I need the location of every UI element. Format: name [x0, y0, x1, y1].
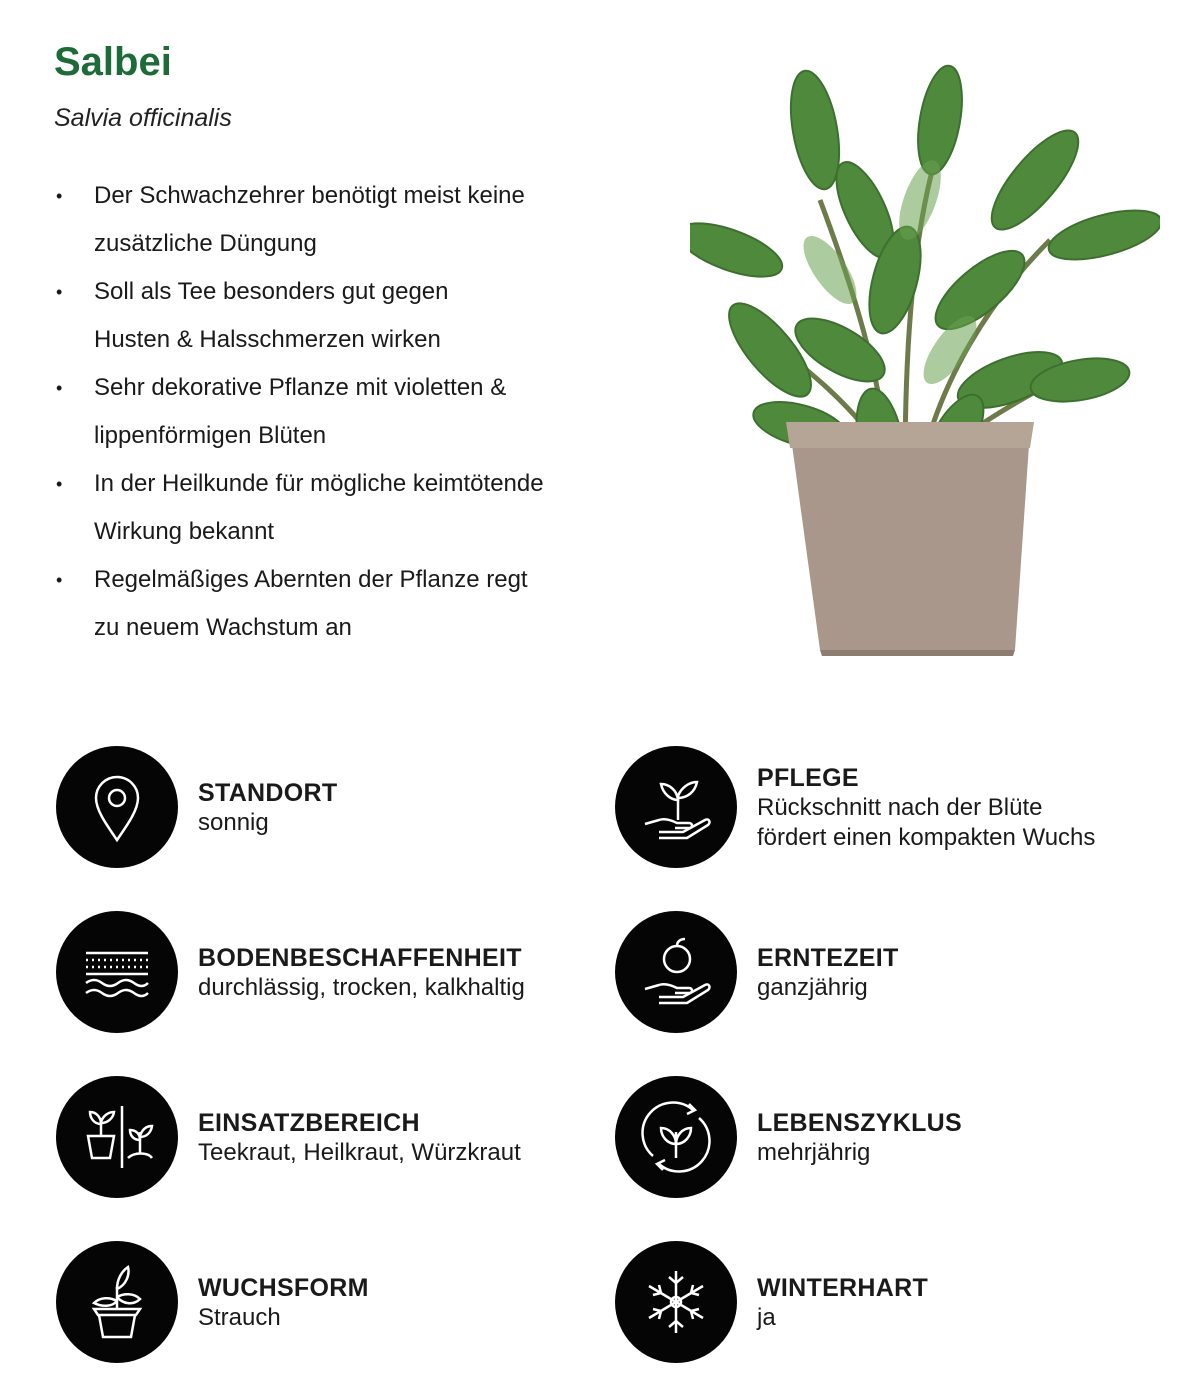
feature-value: durchlässig, trocken, kalkhaltig: [198, 974, 525, 1001]
list-item: • Regelmäßiges Abernten der Pflanze regt zu neuem Wachstum an: [54, 556, 654, 652]
feature-value: fördert einen kompakten Wuchs: [757, 824, 1096, 851]
feature-value: ganzjährig: [757, 974, 868, 1001]
feature-erntezeit: [615, 911, 1155, 1035]
latin-name: Salvia officinalis: [54, 104, 232, 132]
feature-label: STANDORT: [198, 779, 338, 807]
feature-label: EINSATZBEREICH: [198, 1109, 420, 1137]
feature-label: BODENBESCHAFFENHEIT: [198, 944, 522, 972]
product-title: Salbei: [54, 40, 172, 84]
feature-wuchsform: [56, 1241, 596, 1365]
location-pin-icon: [56, 746, 178, 868]
bullet-icon: •: [56, 186, 63, 206]
bullet-icon: •: [56, 474, 63, 494]
feature-label: WUCHSFORM: [198, 1274, 369, 1302]
potted-plant-icon: [56, 1241, 178, 1363]
feature-bodenbeschaffenheit: [56, 911, 596, 1035]
snowflake-icon: [615, 1241, 737, 1363]
soil-layers-icon: [56, 911, 178, 1033]
bullet-icon: •: [56, 378, 63, 398]
feature-bullet-list: [54, 172, 654, 652]
list-item: • Soll als Tee besonders gut gegen Husten & Halsschmerzen wirken: [54, 268, 654, 364]
bullet-icon: •: [56, 570, 63, 590]
feature-value: ja: [757, 1304, 776, 1331]
list-item: • Der Schwachzehrer benötigt meist keine zusätzliche Düngung: [54, 172, 654, 268]
cycle-leaf-icon: [615, 1076, 737, 1198]
bullet-icon: •: [56, 282, 63, 302]
list-item: • In der Heilkunde für mögliche keimtötende Wirkung bekannt: [54, 460, 654, 556]
feature-label: WINTERHART: [757, 1274, 929, 1302]
feature-einsatzbereich: [56, 1076, 596, 1200]
feature-label: LEBENSZYKLUS: [757, 1109, 963, 1137]
feature-value: sonnig: [198, 809, 269, 836]
feature-value: Rückschnitt nach der Blüte: [757, 794, 1043, 821]
feature-standort: [56, 746, 596, 870]
feature-value: Strauch: [198, 1304, 281, 1331]
pot-and-ground-plants-icon: [56, 1076, 178, 1198]
sage-plant-image: [690, 50, 1160, 660]
feature-label: ERNTEZEIT: [757, 944, 899, 972]
fruit-in-hand-icon: [615, 911, 737, 1033]
feature-lebenszyklus: [615, 1076, 1155, 1200]
feature-winterhart: [615, 1241, 1155, 1365]
feature-label: PFLEGE: [757, 764, 859, 792]
seedling-in-hand-icon: [615, 746, 737, 868]
feature-pflege: [615, 746, 1155, 870]
list-item: • Sehr dekorative Pflanze mit violetten & lippenförmigen Blüten: [54, 364, 654, 460]
feature-value: Teekraut, Heilkraut, Würzkraut: [198, 1139, 521, 1166]
feature-value: mehrjährig: [757, 1139, 871, 1166]
